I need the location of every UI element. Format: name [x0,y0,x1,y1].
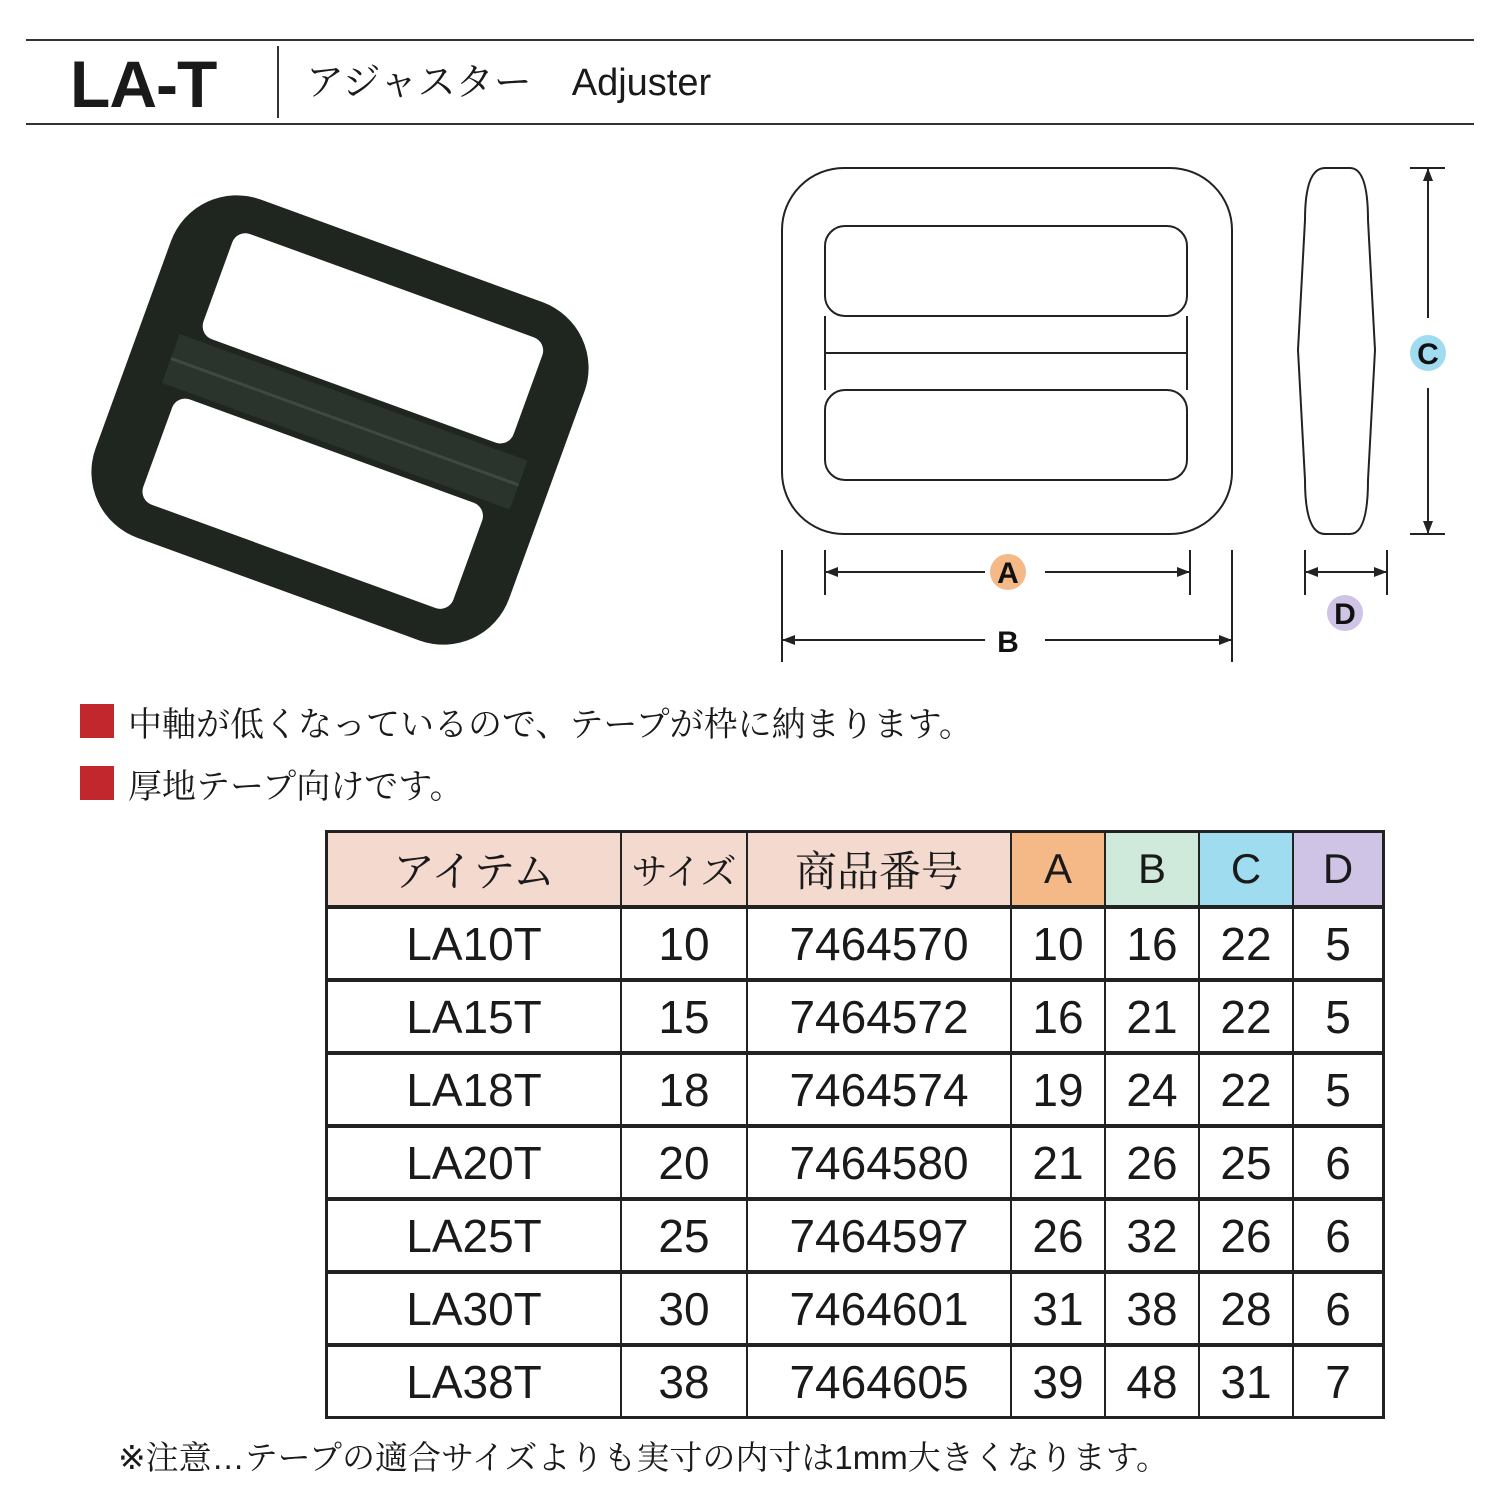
cell-item: LA18T [327,1053,622,1126]
bullet-square-icon [80,704,114,738]
cell-size: 15 [621,980,747,1053]
cell-a: 19 [1011,1053,1105,1126]
cell-item: LA25T [327,1199,622,1272]
cell-d: 5 [1293,907,1384,980]
header-d: D [1293,832,1384,908]
product-name-ja: アジャスター [306,62,532,104]
feature-item [80,690,973,752]
table-row [327,1345,1384,1418]
title-divider [277,46,279,118]
cell-b: 16 [1105,907,1199,980]
header-size: サイズ [621,832,747,908]
label-a: A [997,557,1019,590]
dimension-diagram [770,150,1470,670]
cell-d: 5 [1293,980,1384,1053]
cell-a: 39 [1011,1345,1105,1418]
cell-b: 21 [1105,980,1199,1053]
cell-a: 16 [1011,980,1105,1053]
table-row [327,980,1384,1053]
cell-product-number: 7464605 [747,1345,1011,1418]
cell-product-number: 7464572 [747,980,1011,1053]
cell-item: LA20T [327,1126,622,1199]
header-a: A [1011,832,1105,908]
cell-c: 26 [1199,1199,1293,1272]
cell-product-number: 7464570 [747,907,1011,980]
header-b: B [1105,832,1199,908]
table-row [327,1053,1384,1126]
table-row [327,1199,1384,1272]
label-d: D [1334,598,1356,631]
cell-d: 6 [1293,1199,1384,1272]
cell-c: 28 [1199,1272,1293,1345]
table-header-row [327,832,1384,908]
cell-product-number: 7464601 [747,1272,1011,1345]
cell-size: 20 [621,1126,747,1199]
cell-size: 18 [621,1053,747,1126]
feature-item [80,752,973,814]
spec-table [325,830,1385,1419]
cell-b: 38 [1105,1272,1199,1345]
cell-d: 6 [1293,1126,1384,1199]
top-rule [26,39,1474,41]
cell-c: 22 [1199,980,1293,1053]
product-name [306,58,711,108]
product-photo [60,180,620,660]
cell-size: 25 [621,1199,747,1272]
bottom-rule [26,123,1474,125]
feature-list [80,690,973,814]
cell-c: 22 [1199,1053,1293,1126]
cell-size: 30 [621,1272,747,1345]
label-c: C [1417,338,1439,371]
caution-note: ※注意…テープの適合サイズよりも実寸の内寸は1mm大きくなります。 [118,1439,1170,1476]
cell-d: 5 [1293,1053,1384,1126]
cell-b: 24 [1105,1053,1199,1126]
product-code-title: LA-T [70,47,217,121]
cell-b: 48 [1105,1345,1199,1418]
cell-item: LA38T [327,1345,622,1418]
header-item: アイテム [327,832,622,908]
product-name-en: Adjuster [571,62,712,104]
cell-product-number: 7464597 [747,1199,1011,1272]
cell-a: 10 [1011,907,1105,980]
cell-item: LA15T [327,980,622,1053]
cell-a: 31 [1011,1272,1105,1345]
cell-c: 22 [1199,907,1293,980]
cell-d: 6 [1293,1272,1384,1345]
cell-c: 31 [1199,1345,1293,1418]
cell-d: 7 [1293,1345,1384,1418]
cell-item: LA10T [327,907,622,980]
feature-text: 厚地テープ向けです。 [128,767,464,806]
cell-product-number: 7464574 [747,1053,1011,1126]
cell-b: 32 [1105,1199,1199,1272]
header-c: C [1199,832,1293,908]
cell-b: 26 [1105,1126,1199,1199]
bullet-square-icon [80,766,114,800]
cell-size: 10 [621,907,747,980]
feature-text: 中軸が低くなっているので、テープが枠に納まります。 [128,705,973,744]
cell-a: 26 [1011,1199,1105,1272]
table-row [327,1272,1384,1345]
cell-c: 25 [1199,1126,1293,1199]
table-row [327,1126,1384,1199]
label-b: B [997,626,1019,659]
cell-product-number: 7464580 [747,1126,1011,1199]
header-product-number: 商品番号 [747,832,1011,908]
cell-item: LA30T [327,1272,622,1345]
cell-size: 38 [621,1345,747,1418]
table-row [327,907,1384,980]
cell-a: 21 [1011,1126,1105,1199]
